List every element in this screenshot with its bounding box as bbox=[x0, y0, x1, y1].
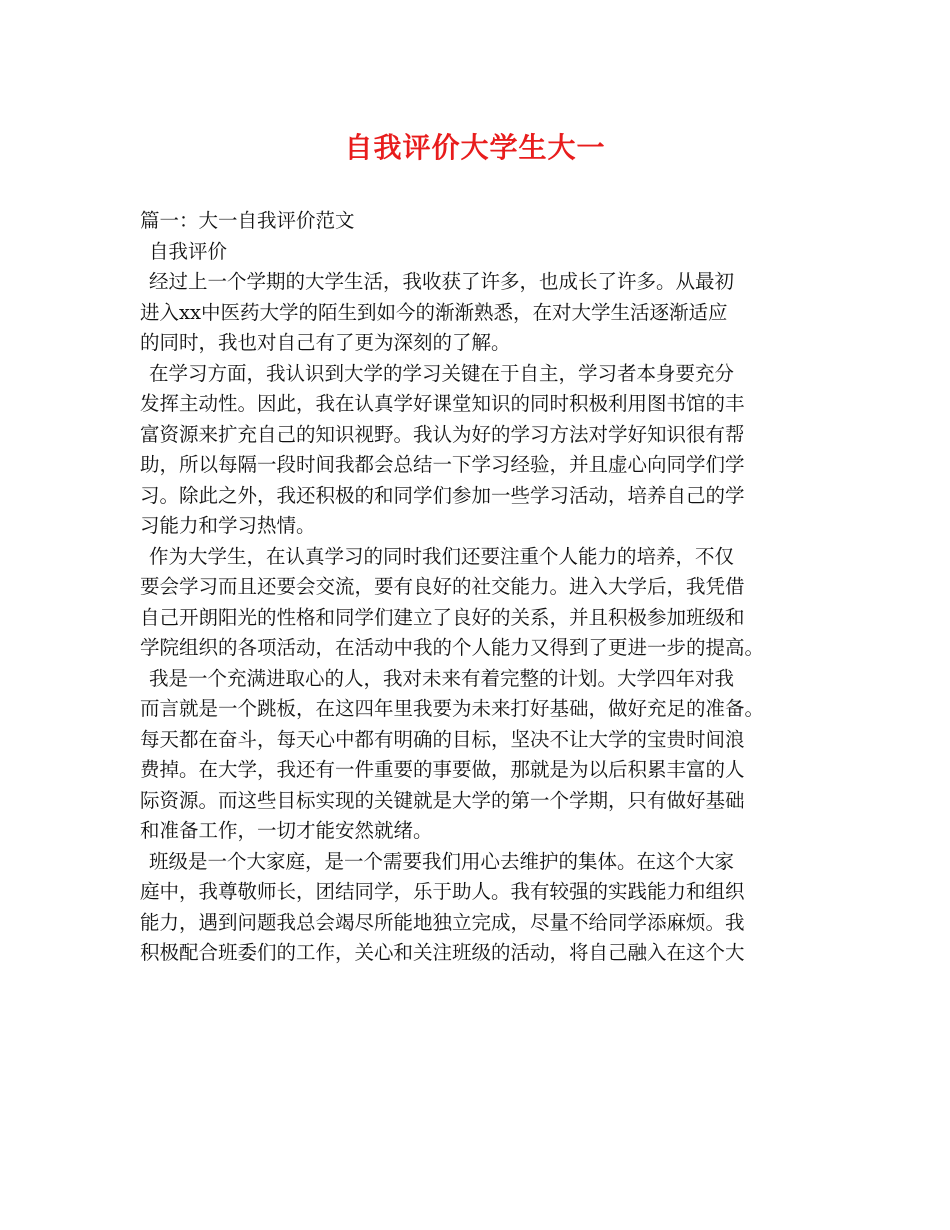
paragraph-line: 进入xx中医药大学的陌生到如今的渐渐熟悉，在对大学生活逐渐适应 bbox=[140, 300, 728, 324]
paragraph-line: 习。除此之外，我还积极的和同学们参加一些学习活动，培养自己的学 bbox=[140, 483, 745, 507]
paragraph-line: 经过上一个学期的大学生活，我收获了许多，也成长了许多。从最初 bbox=[149, 270, 735, 293]
paragraph-line: 每天都在奋斗，每天心中都有明确的目标，坚决不让大学的宝贵时间浪 bbox=[140, 727, 745, 751]
paragraph-line: 积极配合班委们的工作，关心和关注班级的活动，将自己融入在这个大 bbox=[140, 941, 745, 964]
paragraph bbox=[140, 359, 816, 542]
paragraph bbox=[140, 267, 816, 359]
paragraph bbox=[140, 664, 816, 847]
subheading: 自我评价 bbox=[149, 239, 228, 263]
paragraph-line: 作为大学生，在认真学习的同时我们还要注重个人能力的培养，不仅 bbox=[149, 544, 735, 568]
paragraph-line: 要会学习而且还要会交流，要有良好的社交能力。进入大学后，我凭借 bbox=[140, 575, 745, 598]
paragraph-line: 富资源来扩充自己的知识视野。我认为好的学习方法对学好知识很有帮 bbox=[140, 422, 745, 446]
document-body bbox=[140, 206, 816, 969]
paragraph-line: 我是一个充满进取心的人，我对未来有着完整的计划。大学四年对我 bbox=[149, 666, 735, 690]
section-heading: 篇一：大一自我评价范文 bbox=[140, 209, 355, 232]
paragraph-line: 庭中，我尊敬师长，团结同学，乐于助人。我有较强的实践能力和组织 bbox=[140, 880, 745, 903]
paragraph-line: 发挥主动性。因此，我在认真学好课堂知识的同时积极利用图书馆的丰 bbox=[140, 392, 745, 415]
paragraph-line: 的同时，我也对自己有了更为深刻的了解。 bbox=[140, 331, 511, 354]
paragraph-line: 学院组织的各项活动，在活动中我的个人能力又得到了更进一步的提高。 bbox=[140, 636, 765, 659]
paragraph bbox=[140, 847, 816, 969]
paragraph-line: 际资源。而这些目标实现的关键就是大学的第一个学期，只有做好基础 bbox=[140, 788, 745, 812]
paragraph-line: 班级是一个大家庭，是一个需要我们用心去维护的集体。在这个大家 bbox=[149, 849, 735, 873]
paragraph-line: 习能力和学习热情。 bbox=[140, 514, 316, 537]
paragraph bbox=[140, 542, 816, 664]
paragraph-line: 能力，遇到问题我总会竭尽所能地独立完成，尽量不给同学添麻烦。我 bbox=[140, 910, 745, 934]
paragraph-line: 助，所以每隔一段时间我都会总结一下学习经验，并且虚心向同学们学 bbox=[140, 453, 745, 476]
paragraph-line: 而言就是一个跳板，在这四年里我要为未来打好基础，做好充足的准备。 bbox=[140, 697, 765, 720]
paragraph-line: 费掉。在大学，我还有一件重要的事要做，那就是为以后积累丰富的人 bbox=[140, 758, 745, 781]
paragraph-line: 自己开朗阳光的性格和同学们建立了良好的关系，并且积极参加班级和 bbox=[140, 605, 745, 629]
paragraph-line: 在学习方面，我认识到大学的学习关键在于自主，学习者本身要充分 bbox=[149, 361, 735, 385]
document-title: 自我评价大学生大一 bbox=[344, 131, 606, 164]
paragraph-line: 和准备工作，一切才能安然就绪。 bbox=[140, 819, 433, 842]
